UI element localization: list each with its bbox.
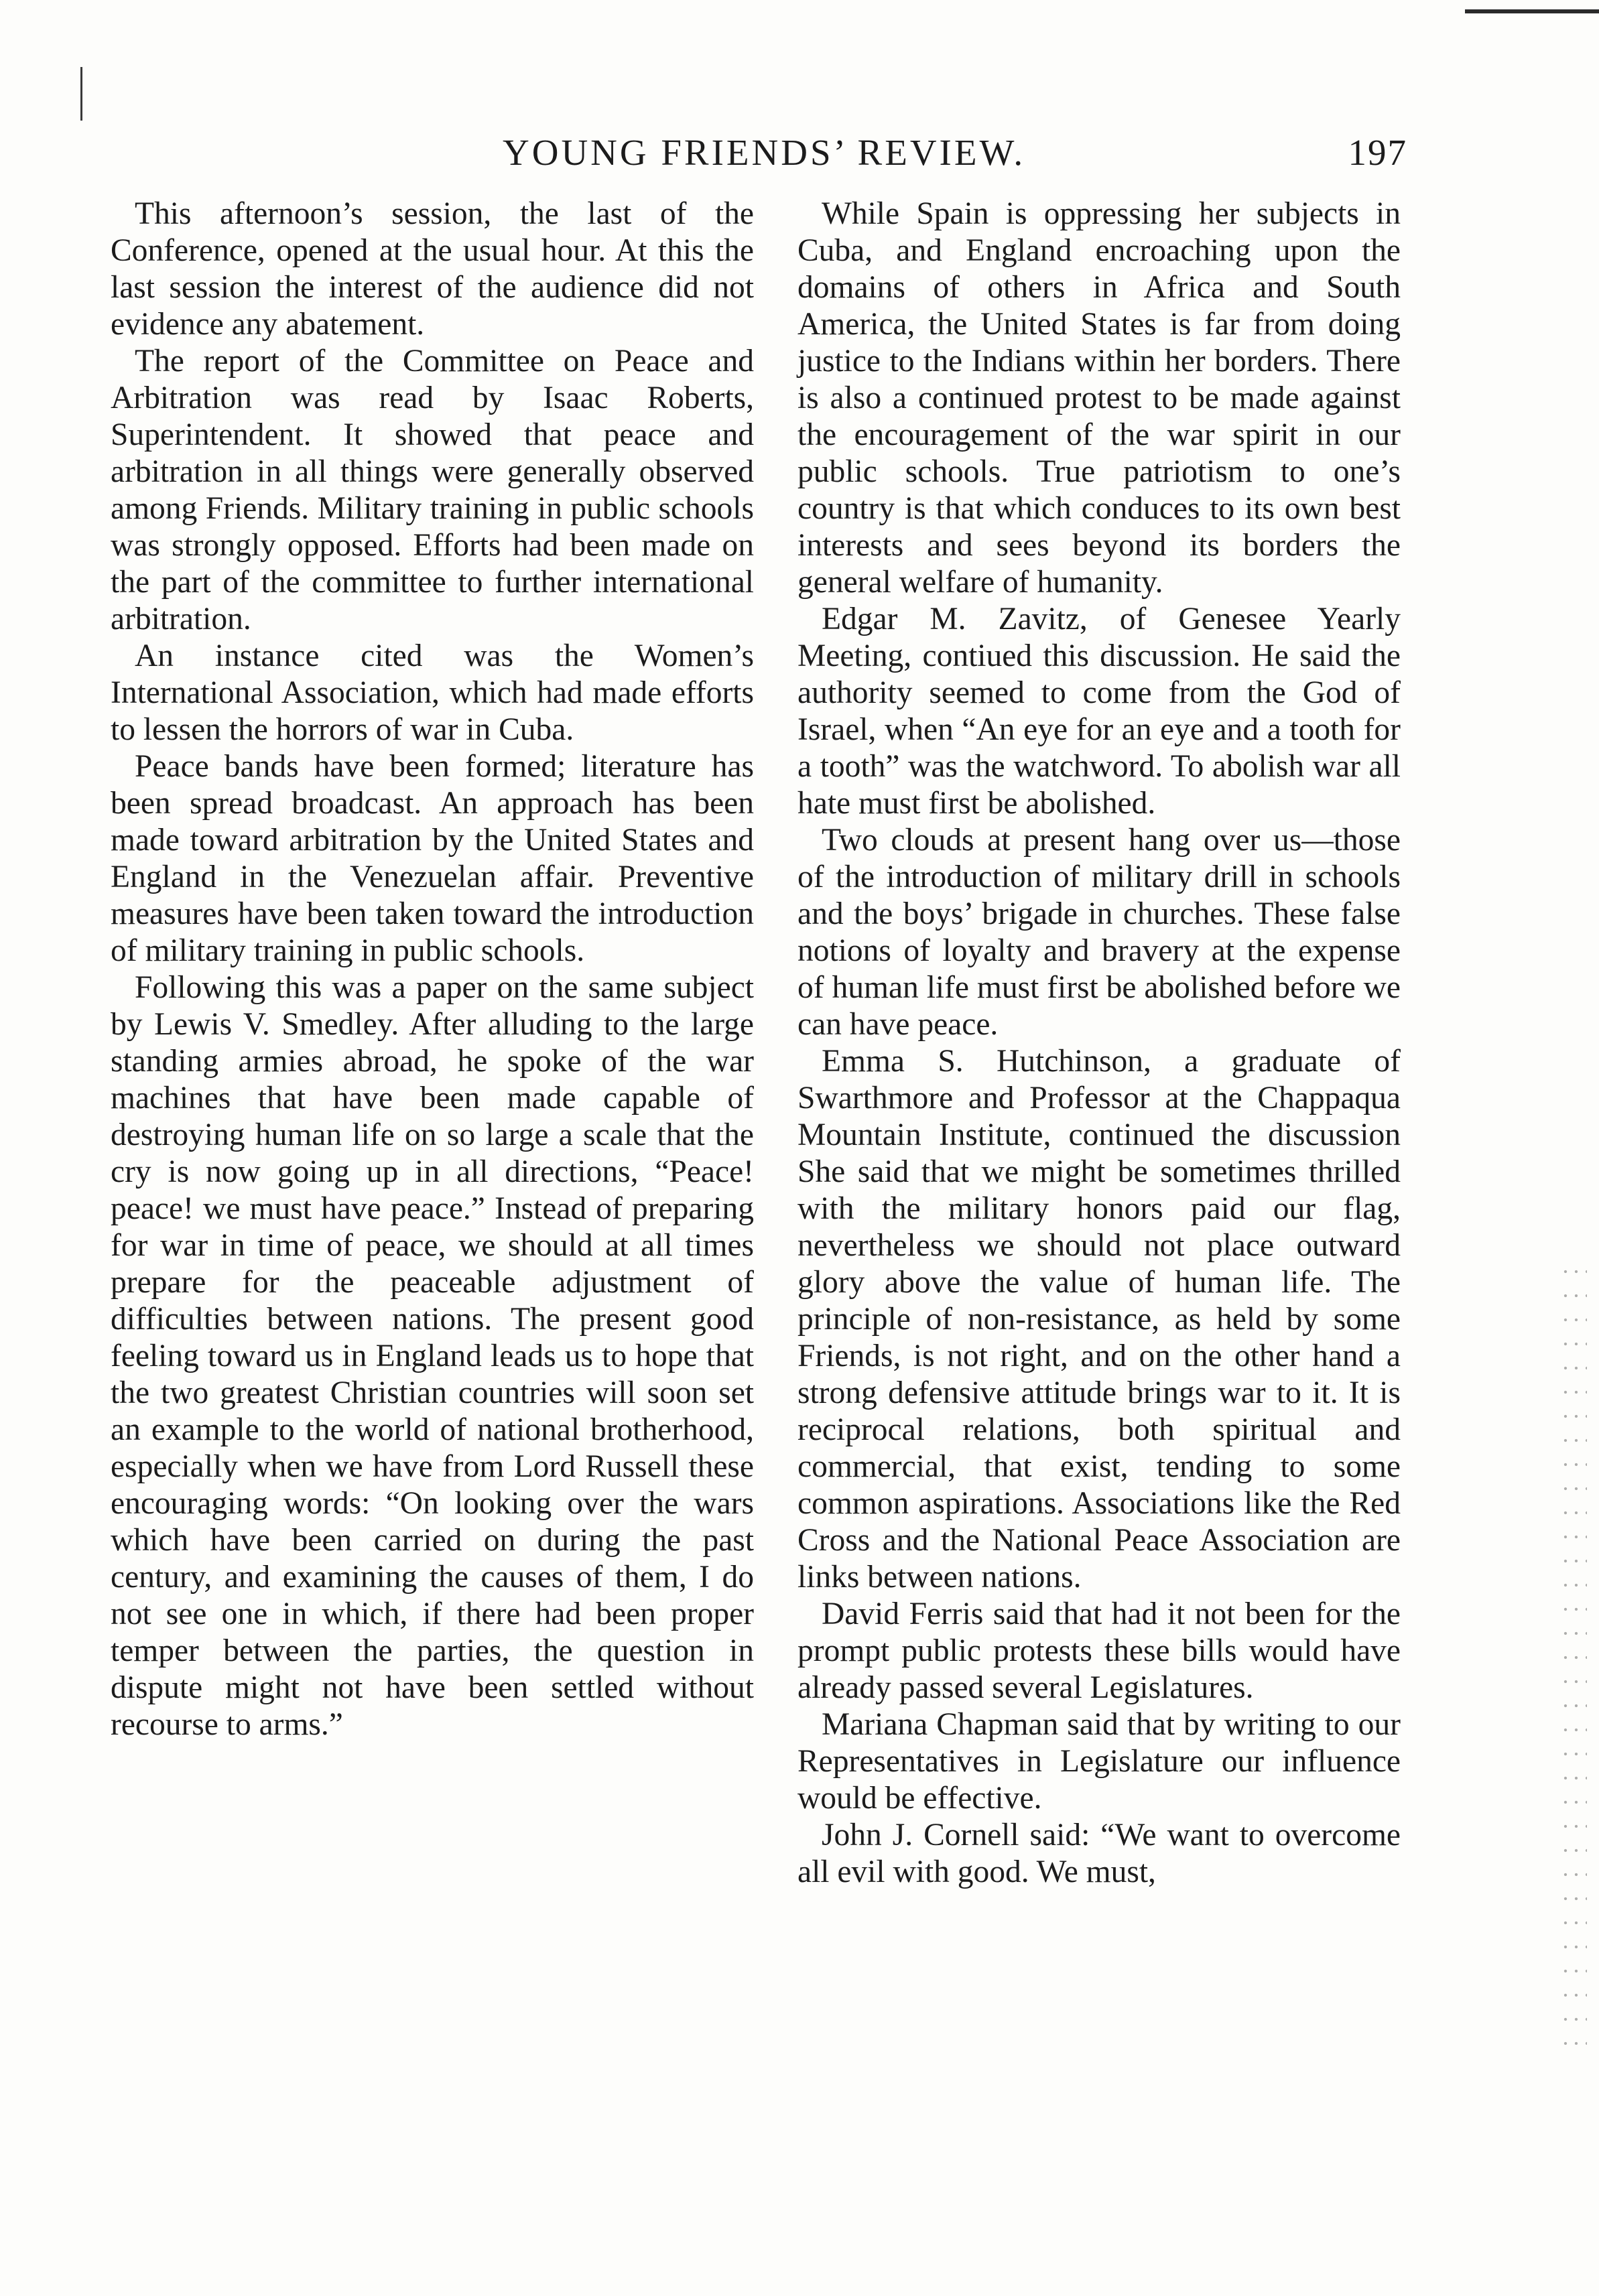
- paragraph: David Ferris said that had it not been for the prompt public protests these bills would have already passed several Legislatures.: [797, 1597, 1401, 1705]
- paragraph: An instance cited was the Women’s International Association, which had made efforts to lessen the horrors of war in Cuba.: [111, 638, 754, 747]
- paragraph: John J. Cornell said: “We want to overcome all evil with good. We must,: [797, 1818, 1401, 1889]
- paragraph: This afternoon’s session, the last of the Conference, opened at the usual hour. At this the last session the interest of the audience did not evidence any abatement.: [111, 196, 754, 342]
- scan-edge-noise: [1560, 1260, 1587, 2064]
- margin-mark: [80, 67, 82, 121]
- paragraph: Edgar M. Zavitz, of Genesee Yearly Meeting, contiued this discussion. He said the authority seemed to come from the God of Israel, when “An eye for an eye and a tooth for a tooth” was the watchword. To abolish war all hate must first be abolished.: [797, 602, 1401, 821]
- paragraph: Mariana Chapman said that by writing to our Representatives in Legislature our influence would be effective.: [797, 1707, 1401, 1816]
- page-header: [188, 131, 1407, 192]
- top-edge-rule: [1465, 9, 1599, 13]
- paragraph: Peace bands have been formed; literature has been spread broadcast. An approach has been made toward arbitration by the United States and England in the Venezuelan affair. Preventive measures have been taken toward the introduction of military training in public schools.: [111, 749, 754, 968]
- paragraph: Two clouds at present hang over us—those of the introduction of military drill in schools and the boys’ brigade in churches. These false notions of loyalty and bravery at the expense of human life must first be abolished before we can have peace.: [797, 823, 1401, 1042]
- paragraph: The report of the Committee on Peace and Arbitration was read by Isaac Roberts, Superintendent. It showed that peace and arbitration in all things were generally observed among Friends. Military training in public schools was strongly opposed. Efforts had been made on the part of the committee to further international arbitration.: [111, 344, 754, 636]
- right-column: [797, 196, 1401, 1891]
- paragraph: While Spain is oppressing her subjects in Cuba, and England encroaching upon the domains of others in Africa and South America, the United States is far from doing justice to the Indians within her borders. There is also a continued protest to be made against the encouragement of the war spirit in our public schools. True patriotism to one’s country is that which conduces to its own best interests and sees beyond its borders the general welfare of humanity.: [797, 196, 1401, 600]
- paragraph: Following this was a paper on the same subject by Lewis V. Smedley. After alluding to the large standing armies abroad, he spoke of the war machines that have been made capable of destroying human life on so large a scale that the cry is now going up in all directions, “Peace! peace! we must have peace.” Instead of preparing for war in time of peace, we should at all times prepare for the peaceable adjustment of difficulties between nations. The present good feeling toward us in England leads us to hope that the two greatest Christian countries will soon set an example to the world of national brotherhood, especially when we have from Lord Russell these encouraging words: “On looking over the wars which have been carried on during the past century, and examining the causes of them, I do not see one in which, if there had been proper temper between the parties, the question in dispute might not have been settled without recourse to arms.”: [111, 970, 754, 1742]
- page-number: 197: [1348, 132, 1407, 173]
- running-head: YOUNG FRIENDS’ REVIEW.: [503, 132, 1026, 173]
- left-column: [111, 196, 754, 1743]
- paragraph: Emma S. Hutchinson, a graduate of Swarthmore and Professor at the Chappaqua Mountain Institute, continued the discussion She said that we might be sometimes thrilled with the military honors paid our flag, nevertheless we should not place outward glory above the value of human life. The principle of non-resistance, as held by some Friends, is not right, and on the other hand a strong defensive attitude brings war to it. It is reciprocal relations, both spiritual and commercial, that exist, tending to some common aspirations. Associations like the Red Cross and the National Peace Association are links between nations.: [797, 1044, 1401, 1595]
